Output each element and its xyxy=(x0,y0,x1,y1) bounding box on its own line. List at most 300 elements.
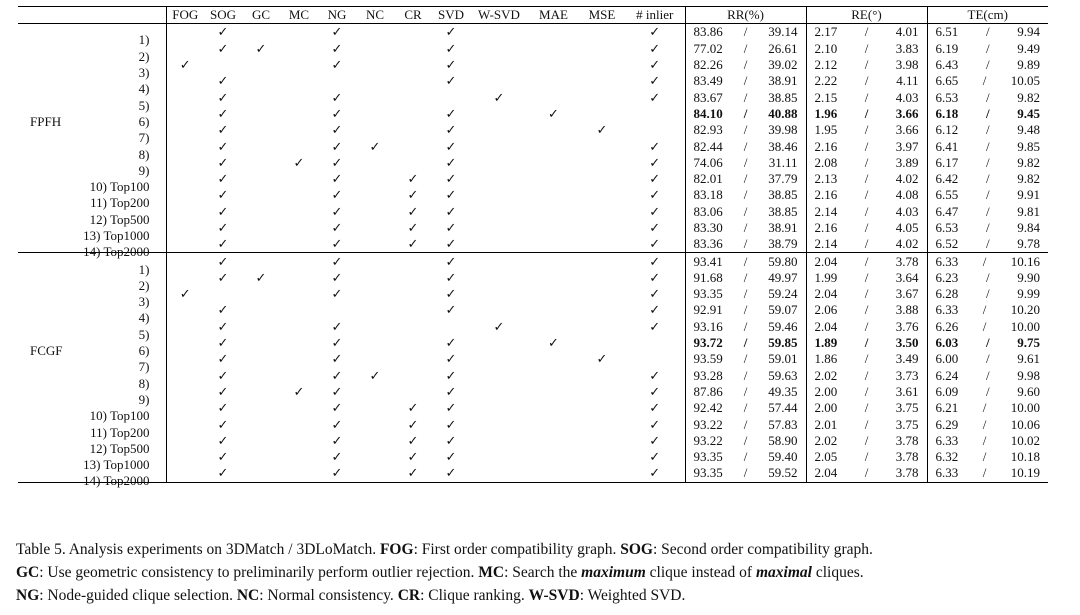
row-label-cell xyxy=(18,270,166,293)
empty-cell xyxy=(528,433,579,449)
metric-separator: / xyxy=(985,89,990,105)
empty-cell xyxy=(394,368,432,384)
empty-cell xyxy=(394,286,432,302)
row-label: 12) Top500 xyxy=(89,211,150,227)
empty-cell xyxy=(470,204,528,220)
empty-cell xyxy=(242,204,280,220)
check-mark-icon: ✓ xyxy=(331,400,343,416)
empty-cell xyxy=(579,73,625,89)
metric-separator: / xyxy=(864,465,869,481)
metric-cell-te xyxy=(927,73,1048,89)
check-mark-icon: ✓ xyxy=(596,351,608,367)
metric-separator: / xyxy=(985,220,990,235)
empty-cell xyxy=(356,400,394,416)
row-label-cell xyxy=(18,57,166,81)
empty-cell xyxy=(625,106,685,122)
metric-separator: / xyxy=(743,302,748,318)
metric-3dlomatch: 3.73 xyxy=(895,367,919,383)
empty-cell xyxy=(394,270,432,286)
metric-separator: / xyxy=(743,236,748,252)
metric-cell-rr xyxy=(685,57,806,73)
empty-cell xyxy=(166,236,204,253)
metric-3dlomatch: 3.88 xyxy=(895,302,919,318)
col-header: NC xyxy=(356,7,394,24)
check-mark-icon: ✓ xyxy=(331,351,343,367)
empty-cell xyxy=(166,155,204,171)
empty-cell xyxy=(242,155,280,171)
check-mark-icon: ✓ xyxy=(596,122,608,138)
metric-separator: / xyxy=(985,269,990,285)
empty-cell xyxy=(528,57,579,73)
metric-3dmatch: 6.53 xyxy=(935,220,959,235)
empty-cell xyxy=(280,236,318,253)
metric-separator: / xyxy=(743,154,748,170)
empty-cell xyxy=(242,335,280,351)
metric-3dlomatch: 10.16 xyxy=(1010,253,1040,269)
check-mark-icon: ✓ xyxy=(445,269,457,285)
metric-cell-rr xyxy=(685,138,806,154)
empty-cell xyxy=(166,351,204,367)
table-row xyxy=(18,302,1048,318)
metric-cell-rr xyxy=(685,270,806,286)
empty-cell xyxy=(528,302,579,318)
empty-cell xyxy=(166,24,204,41)
row-label-cell xyxy=(18,73,166,97)
metric-separator: / xyxy=(743,220,748,235)
metric-3dmatch: 83.18 xyxy=(693,187,723,203)
empty-cell xyxy=(528,351,579,367)
empty-cell xyxy=(579,204,625,220)
empty-cell xyxy=(579,302,625,318)
empty-cell xyxy=(579,253,625,270)
metric-cell-te xyxy=(927,106,1048,122)
metric-separator: / xyxy=(864,335,869,351)
row-label: 8) xyxy=(138,146,150,162)
empty-cell xyxy=(356,220,394,236)
empty-cell xyxy=(470,335,528,351)
metric-separator: / xyxy=(743,57,748,73)
metric-separator: / xyxy=(982,73,987,89)
empty-cell xyxy=(579,384,625,400)
metric-3dmatch: 6.00 xyxy=(935,351,959,367)
empty-cell xyxy=(166,449,204,465)
metric-3dlomatch: 10.06 xyxy=(1010,416,1040,432)
check-mark-icon: ✓ xyxy=(649,400,661,416)
empty-cell xyxy=(470,236,528,253)
empty-cell xyxy=(242,400,280,416)
check-mark-icon: ✓ xyxy=(217,253,229,269)
table-caption: Table 5. Analysis experiments on 3DMatch / 3DLoMatch. FOG: First order compatibility graph. SOG: Second order compatibility graph. GC: Use geometric consistency to preliminarily perform outlier rejection. MC: Search the maximum clique instead of maximal cliques. NG: Node-guided clique selection. NC: Normal consistency. CR: Clique ranking. W-SVD: Weighted SVD. xyxy=(16,541,873,604)
metric-cell-te xyxy=(927,220,1048,236)
metric-separator: / xyxy=(743,89,748,105)
metric-3dlomatch: 9.60 xyxy=(1017,383,1040,399)
metric-separator: / xyxy=(982,318,987,334)
check-mark-icon: ✓ xyxy=(445,154,457,170)
metric-3dlomatch: 9.85 xyxy=(1017,138,1040,154)
table-row xyxy=(18,138,1048,154)
metric-3dmatch: 93.35 xyxy=(693,465,723,481)
empty-cell xyxy=(280,122,318,138)
metric-3dmatch: 6.33 xyxy=(935,302,959,318)
empty-cell xyxy=(356,270,394,286)
empty-cell xyxy=(470,106,528,122)
col-header: GC xyxy=(242,7,280,24)
check-mark-icon: ✓ xyxy=(649,171,661,187)
row-label: 8) xyxy=(138,375,150,391)
metric-cell-rr xyxy=(685,253,806,270)
row-label-cell xyxy=(18,449,166,473)
check-mark-icon: ✓ xyxy=(445,416,457,432)
empty-cell xyxy=(242,302,280,318)
check-mark-icon: ✓ xyxy=(217,269,229,285)
metric-3dmatch: 1.96 xyxy=(814,105,838,121)
table-row xyxy=(18,465,1048,482)
metric-separator: / xyxy=(864,318,869,334)
check-mark-icon: ✓ xyxy=(445,171,457,187)
metric-3dlomatch: 4.02 xyxy=(895,236,919,252)
row-label-cell xyxy=(18,41,166,64)
empty-cell xyxy=(470,155,528,171)
check-mark-icon: ✓ xyxy=(548,335,559,351)
metric-separator: / xyxy=(864,171,869,187)
empty-cell xyxy=(470,449,528,465)
metric-cell-re xyxy=(806,236,927,253)
row-label: 9) xyxy=(138,391,150,407)
check-mark-icon: ✓ xyxy=(217,40,229,56)
check-mark-icon: ✓ xyxy=(407,465,419,481)
header-row xyxy=(18,7,1048,24)
check-mark-icon: ✓ xyxy=(649,367,661,383)
col-header: TE(cm) xyxy=(927,7,1048,24)
metric-cell-re xyxy=(806,286,927,302)
metric-3dlomatch: 59.52 xyxy=(768,465,798,481)
check-mark-icon: ✓ xyxy=(331,432,343,448)
row-label-cell xyxy=(18,253,166,277)
metric-cell-te xyxy=(927,122,1048,138)
metric-3dlomatch: 9.91 xyxy=(1017,187,1040,203)
metric-separator: / xyxy=(864,24,869,40)
check-mark-icon: ✓ xyxy=(407,203,419,219)
metric-3dmatch: 93.28 xyxy=(693,367,723,383)
metric-3dlomatch: 10.18 xyxy=(1010,449,1040,465)
check-mark-icon: ✓ xyxy=(369,138,381,154)
metric-separator: / xyxy=(743,203,748,219)
metric-3dmatch: 6.24 xyxy=(935,367,959,383)
metric-cell-re xyxy=(806,384,927,400)
col-header: # inlier xyxy=(625,7,685,24)
metric-separator: / xyxy=(864,187,869,203)
metric-cell-te xyxy=(927,204,1048,220)
table-row xyxy=(18,204,1048,220)
metric-3dmatch: 6.28 xyxy=(935,286,959,302)
metric-3dmatch: 6.41 xyxy=(935,138,959,154)
metric-separator: / xyxy=(985,187,990,203)
check-mark-icon: ✓ xyxy=(407,236,419,252)
metric-separator: / xyxy=(864,154,869,170)
empty-cell xyxy=(166,138,204,154)
metric-3dlomatch: 57.83 xyxy=(768,416,798,432)
metric-separator: / xyxy=(864,383,869,399)
empty-cell xyxy=(280,24,318,41)
check-mark-icon: ✓ xyxy=(649,187,661,203)
row-label: 6) xyxy=(138,113,150,129)
empty-cell xyxy=(166,220,204,236)
metric-separator: / xyxy=(985,105,990,121)
empty-cell xyxy=(394,122,432,138)
metric-cell-re xyxy=(806,171,927,187)
metric-3dlomatch: 9.61 xyxy=(1017,351,1040,367)
row-label-cell xyxy=(18,122,166,146)
metric-separator: / xyxy=(864,449,869,465)
empty-cell xyxy=(280,73,318,89)
metric-3dmatch: 1.86 xyxy=(814,351,838,367)
check-mark-icon: ✓ xyxy=(331,253,343,269)
empty-cell xyxy=(579,187,625,203)
empty-cell xyxy=(579,368,625,384)
metric-separator: / xyxy=(743,171,748,187)
metric-3dmatch: 93.72 xyxy=(693,335,723,351)
metric-separator: / xyxy=(743,138,748,154)
row-label-cell xyxy=(18,416,166,440)
group-label: FPFH xyxy=(30,113,62,129)
empty-cell xyxy=(204,57,242,73)
row-label-cell xyxy=(18,236,166,260)
metric-3dmatch: 2.04 xyxy=(814,465,838,481)
row-label-cell xyxy=(18,351,166,375)
table-row xyxy=(18,416,1048,432)
check-mark-icon: ✓ xyxy=(649,57,661,73)
empty-cell xyxy=(166,73,204,89)
metric-3dlomatch: 10.20 xyxy=(1010,302,1040,318)
table-row xyxy=(18,253,1048,270)
check-mark-icon: ✓ xyxy=(649,40,661,56)
empty-cell xyxy=(470,384,528,400)
empty-cell xyxy=(280,335,318,351)
col-header: SVD xyxy=(432,7,470,24)
metric-cell-re xyxy=(806,41,927,57)
metric-3dmatch: 2.13 xyxy=(814,171,838,187)
metric-cell-re xyxy=(806,270,927,286)
metric-cell-rr xyxy=(685,171,806,187)
metric-3dlomatch: 37.79 xyxy=(768,171,798,187)
metric-3dmatch: 82.01 xyxy=(693,171,723,187)
empty-cell xyxy=(470,465,528,482)
row-label: 14) Top2000 xyxy=(83,244,150,260)
metric-3dmatch: 93.59 xyxy=(693,351,723,367)
metric-3dmatch: 83.49 xyxy=(693,73,723,89)
metric-3dmatch: 2.10 xyxy=(814,40,838,56)
metric-separator: / xyxy=(864,236,869,252)
empty-cell xyxy=(242,319,280,335)
metric-3dlomatch: 59.24 xyxy=(768,286,798,302)
empty-cell xyxy=(579,433,625,449)
metric-3dlomatch: 4.08 xyxy=(895,187,919,203)
metric-3dmatch: 93.22 xyxy=(693,432,723,448)
check-mark-icon: ✓ xyxy=(217,351,229,367)
metric-3dlomatch: 38.85 xyxy=(768,203,798,219)
metric-3dmatch: 6.43 xyxy=(935,57,959,73)
row-label: 4) xyxy=(138,81,150,97)
empty-cell xyxy=(280,400,318,416)
check-mark-icon: ✓ xyxy=(445,187,457,203)
metric-separator: / xyxy=(864,253,869,269)
check-mark-icon: ✓ xyxy=(445,432,457,448)
metric-cell-te xyxy=(927,286,1048,302)
empty-cell xyxy=(242,465,280,482)
check-mark-icon: ✓ xyxy=(179,57,191,73)
metric-separator: / xyxy=(985,286,990,302)
row-label-cell xyxy=(18,368,166,391)
empty-cell xyxy=(579,89,625,105)
check-mark-icon: ✓ xyxy=(331,383,343,399)
empty-cell xyxy=(166,204,204,220)
metric-separator: / xyxy=(864,367,869,383)
metric-separator: / xyxy=(982,449,987,465)
empty-cell xyxy=(394,384,432,400)
metric-3dmatch: 2.16 xyxy=(814,138,838,154)
metric-3dlomatch: 4.05 xyxy=(895,220,919,235)
metric-separator: / xyxy=(982,465,987,481)
check-mark-icon: ✓ xyxy=(445,351,457,367)
check-mark-icon: ✓ xyxy=(217,449,229,465)
metric-3dlomatch: 9.99 xyxy=(1017,286,1040,302)
empty-cell xyxy=(280,57,318,73)
check-mark-icon: ✓ xyxy=(649,89,661,105)
empty-cell xyxy=(528,270,579,286)
metric-separator: / xyxy=(743,286,748,302)
row-label: 1) xyxy=(138,261,150,277)
metric-cell-rr xyxy=(685,41,806,57)
metric-3dlomatch: 26.61 xyxy=(768,40,798,56)
metric-cell-re xyxy=(806,335,927,351)
empty-cell xyxy=(280,253,318,270)
metric-3dlomatch: 38.46 xyxy=(768,138,798,154)
empty-cell xyxy=(394,73,432,89)
metric-cell-re xyxy=(806,319,927,335)
check-mark-icon: ✓ xyxy=(217,24,229,40)
table-row xyxy=(18,286,1048,302)
metric-separator: / xyxy=(743,449,748,465)
table-row xyxy=(18,368,1048,384)
empty-cell xyxy=(528,220,579,236)
metric-cell-rr xyxy=(685,465,806,482)
empty-cell xyxy=(204,286,242,302)
metric-separator: / xyxy=(864,286,869,302)
check-mark-icon: ✓ xyxy=(217,416,229,432)
check-mark-icon: ✓ xyxy=(445,400,457,416)
metric-3dlomatch: 10.00 xyxy=(1010,318,1040,334)
metric-cell-rr xyxy=(685,302,806,318)
metric-3dlomatch: 3.61 xyxy=(895,383,919,399)
row-label: 2) xyxy=(138,277,150,293)
empty-cell xyxy=(280,286,318,302)
metric-separator: / xyxy=(743,187,748,203)
check-mark-icon: ✓ xyxy=(331,24,343,40)
empty-cell xyxy=(394,351,432,367)
empty-cell xyxy=(356,319,394,335)
metric-3dlomatch: 3.78 xyxy=(895,253,919,269)
metric-3dlomatch: 9.98 xyxy=(1017,367,1040,383)
empty-cell xyxy=(280,41,318,57)
check-mark-icon: ✓ xyxy=(331,171,343,187)
metric-separator: / xyxy=(985,57,990,73)
metric-separator: / xyxy=(864,73,869,89)
metric-cell-re xyxy=(806,351,927,367)
metric-3dmatch: 6.52 xyxy=(935,236,959,252)
row-label-cell xyxy=(18,138,166,162)
metric-3dmatch: 6.47 xyxy=(935,203,959,219)
check-mark-icon: ✓ xyxy=(217,220,229,235)
empty-cell xyxy=(579,236,625,253)
metric-cell-te xyxy=(927,335,1048,351)
empty-cell xyxy=(394,155,432,171)
col-header: RE(°) xyxy=(806,7,927,24)
check-mark-icon: ✓ xyxy=(331,269,343,285)
check-mark-icon: ✓ xyxy=(445,122,457,138)
metric-3dlomatch: 3.78 xyxy=(895,449,919,465)
check-mark-icon: ✓ xyxy=(217,236,229,252)
empty-cell xyxy=(280,368,318,384)
check-mark-icon: ✓ xyxy=(331,203,343,219)
empty-cell xyxy=(356,416,394,432)
metric-3dlomatch: 59.40 xyxy=(768,449,798,465)
check-mark-icon: ✓ xyxy=(445,24,457,40)
metric-separator: / xyxy=(743,416,748,432)
empty-cell xyxy=(318,302,356,318)
empty-cell xyxy=(280,416,318,432)
metric-3dlomatch: 4.02 xyxy=(895,171,919,187)
check-mark-icon: ✓ xyxy=(649,302,661,318)
empty-cell xyxy=(470,270,528,286)
metric-cell-rr xyxy=(685,335,806,351)
metric-separator: / xyxy=(985,138,990,154)
empty-cell xyxy=(280,270,318,286)
metric-3dmatch: 2.22 xyxy=(814,73,838,89)
metric-cell-te xyxy=(927,138,1048,154)
col-header: SOG xyxy=(204,7,242,24)
metric-cell-te xyxy=(927,253,1048,270)
metric-3dmatch: 2.06 xyxy=(814,302,838,318)
check-mark-icon: ✓ xyxy=(255,40,267,56)
metric-3dlomatch: 49.97 xyxy=(768,269,798,285)
row-label: 13) Top1000 xyxy=(83,457,150,473)
check-mark-icon: ✓ xyxy=(649,432,661,448)
metric-3dmatch: 6.23 xyxy=(935,269,959,285)
row-label: 10) Top100 xyxy=(89,408,150,424)
empty-cell xyxy=(528,24,579,41)
metric-3dlomatch: 3.67 xyxy=(895,286,919,302)
empty-cell xyxy=(625,351,685,367)
col-header: W-SVD xyxy=(470,7,528,24)
metric-separator: / xyxy=(864,302,869,318)
empty-cell xyxy=(166,171,204,187)
empty-cell xyxy=(394,24,432,41)
col-header: NG xyxy=(318,7,356,24)
empty-cell xyxy=(528,253,579,270)
metric-3dlomatch: 10.00 xyxy=(1010,400,1040,416)
empty-cell xyxy=(356,253,394,270)
metric-separator: / xyxy=(985,122,990,138)
table-row xyxy=(18,384,1048,400)
metric-separator: / xyxy=(743,400,748,416)
empty-cell xyxy=(579,465,625,482)
empty-cell xyxy=(356,384,394,400)
check-mark-icon: ✓ xyxy=(407,187,419,203)
metric-3dlomatch: 38.91 xyxy=(768,220,798,235)
empty-cell xyxy=(528,286,579,302)
check-mark-icon: ✓ xyxy=(331,236,343,252)
metric-cell-rr xyxy=(685,122,806,138)
